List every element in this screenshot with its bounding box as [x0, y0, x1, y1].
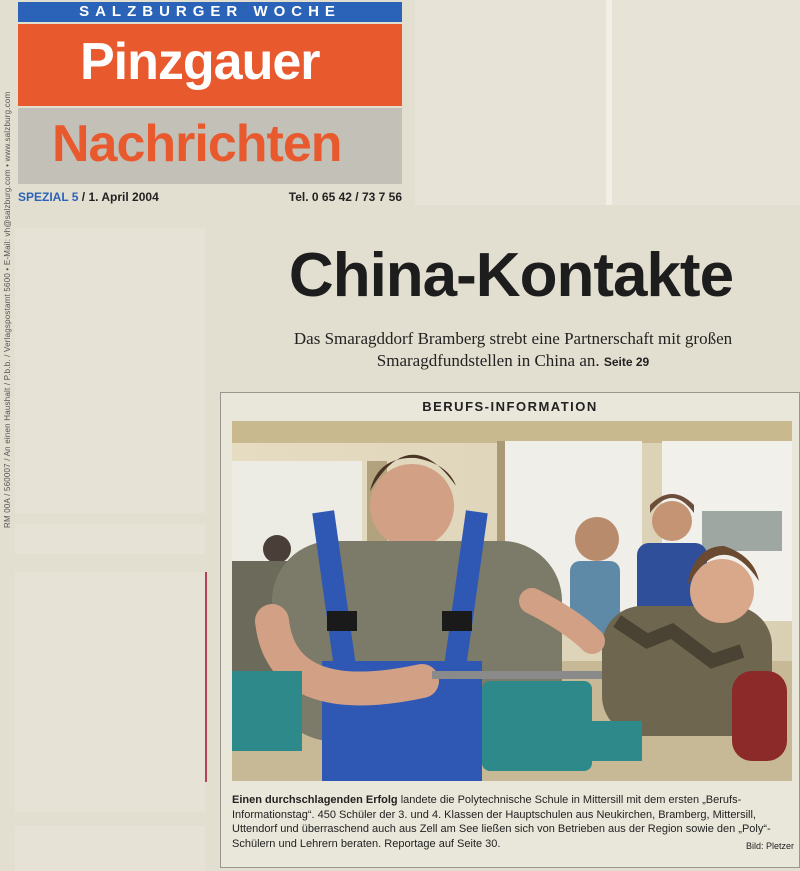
left-column-blank: [15, 572, 205, 812]
left-column-blank: [15, 228, 205, 513]
news-photo: [232, 421, 792, 781]
issue-line: [18, 190, 404, 206]
deck: [232, 328, 794, 374]
caption-lead: Einen durchschlagenden Erfolg: [232, 794, 398, 806]
page-fold: [606, 0, 612, 205]
masthead-top: SALZBURGER WOCHE: [18, 2, 402, 22]
headline: China-Kontakte: [288, 241, 734, 310]
masthead-title-line1: Pinzgauer: [80, 33, 320, 91]
masthead-title-block: [18, 24, 402, 106]
caption-text: landete die Polytechnische Schule in Mittersill mit dem ersten „Berufs-Informationstag“. 450 Schüler der 3. und 4. Klassen der Hauptschulen aus Neukirchen, Bramberg, Mittersill, Uttendorf und überraschend auch aus Zell am See ließen sich von Betrieben aus der Region sowie den „Poly“-Schülern und Lehrern beraten. Reportage auf Seite 30.: [232, 794, 771, 850]
photo-illustration: [232, 421, 792, 781]
masthead-title-line2: Nachrichten: [52, 115, 342, 173]
photo-box: [220, 392, 800, 868]
photo-caption: [232, 793, 794, 857]
left-column-blank: [15, 524, 205, 554]
phone-number: Tel. 0 65 42 / 73 7 56: [288, 190, 402, 204]
photo-credit: Bild: Pletzer: [745, 840, 794, 851]
deck-page-ref: Seite 29: [603, 355, 650, 369]
issue-separator: /: [78, 190, 89, 204]
column-rule: [205, 572, 207, 782]
left-column-blank: [15, 826, 205, 871]
issue-date: 1. April 2004: [88, 190, 159, 204]
deck-text: Das Smaragddorf Bramberg strebt eine Partnerschaft mit großen Smaragdfundstellen in China an.: [293, 329, 733, 370]
box-title: BERUFS-INFORMATION: [422, 399, 598, 414]
imprint-vertical: RM 00A / 560007 / An einen Haushalt / P.b.b. / Verlagspostamt 5600 • E-Mail: vh@salzburg.com • www.salzburg.com: [3, 91, 12, 528]
masthead-subtitle-block: [18, 108, 402, 184]
section-label: SPEZIAL 5: [18, 190, 79, 204]
